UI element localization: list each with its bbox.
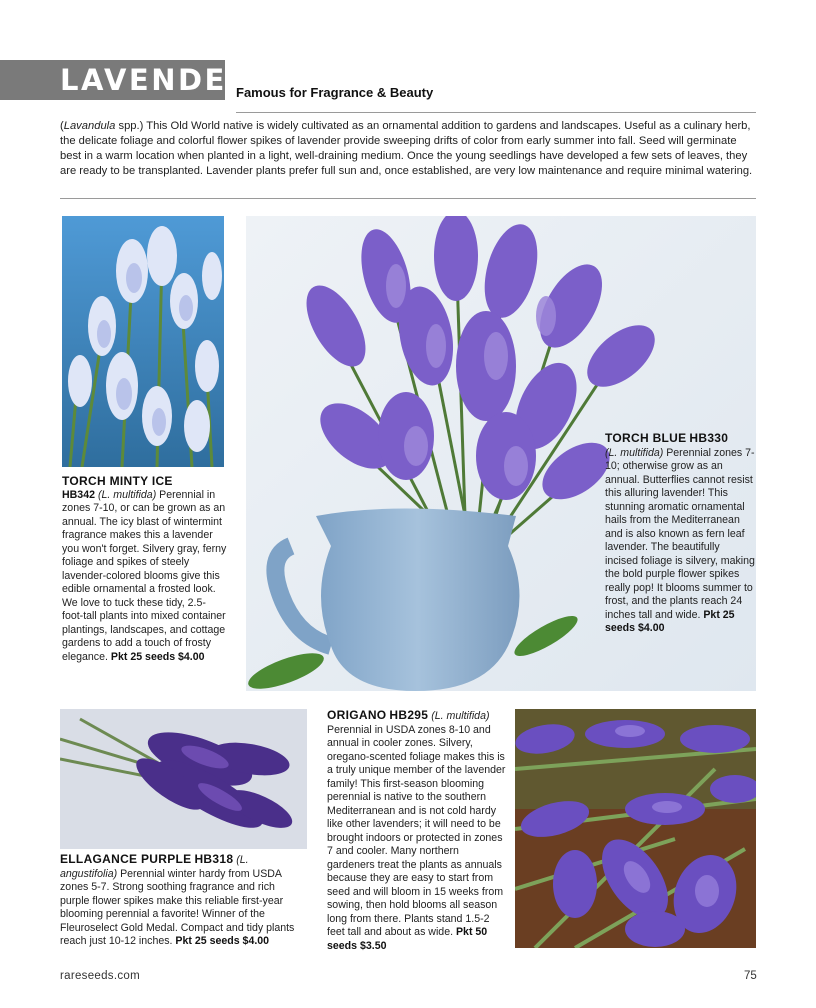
intro-text: spp.) This Old World native is widely cultivated as an ornamental addition to gardens and landscapes. Useful as a culinary herb, the delicate foliage and colorful flower spikes of lavender provide sweeping drifts of color from early summer into fall. Seed will germinate best in a warm location when planted in a light, well-draining medium. Once the young seedlings have developed a few sets of leaves, they are ready to be transplanted. Lavender plants prefer full sun and, once established, are very low maintenance and require minimal watering. — [60, 120, 753, 177]
intro-divider — [60, 198, 756, 199]
product-latin: (L. multifida) — [605, 446, 664, 459]
ellagance-purple-photo — [60, 709, 307, 849]
product-latin: (L. multifida) — [431, 710, 490, 722]
product-name: ELLAGANCE PURPLE — [60, 852, 192, 866]
product-description: Perennial zones 7-10; otherwise grow as an annual. Butterflies cannot resist this alluring lavender! This stunning aromatic ornamental hails from the Mediterranean and is also known as fern leaf lavender. The beautifully incised foliage is silvery, making the bold purple flower spikes really pop! It blooms summer to frost, and the plants reach 24 inches tall and wide. — [605, 446, 755, 621]
product-code: HB295 — [389, 708, 429, 722]
product-ellagance-purple — [60, 853, 305, 949]
footer-website: rareseeds.com — [60, 970, 140, 982]
product-price: Pkt 25 seeds $4.00 — [110, 650, 205, 663]
product-description: Perennial winter hardy from USDA zones 5-7. Strong soothing fragrance and rich purple flower spikes make this reliable first-year blooming perennial a favorite! Winner of the Fleuroselect Gold Medal. Compact and tidy plants reach just 10-12 inches. — [60, 867, 295, 947]
product-code: HB318 — [194, 852, 234, 866]
product-code: HB342 — [62, 488, 95, 501]
product-torch-blue — [605, 432, 755, 636]
product-description: Perennial in zones 7-10, or can be grown as an annual. The icy blast of wintermint fragrance makes this a lavender you won't forget. Silvery gray, ferny foliage and spikes of steely lavender-colored blooms give this edible ornamental a frosted look. We love to tuck these tidy, 2.5-foot-tall plants into mixed container plantings, landscapes, and cottage gardens to add a touch of frosty elegance. — [62, 488, 227, 663]
product-price: Pkt 25 seeds $4.00 — [605, 608, 735, 634]
origano-photo — [515, 709, 756, 948]
page-subtitle: Famous for Fragrance & Beauty — [236, 85, 434, 100]
product-description: Perennial in USDA zones 8-10 and annual in cooler zones. Silvery, oregano-scented foliage makes this is a truly unique member of the lavender family! This first-season blooming perennial is native to the southern Mediterranean and is not cold hardy like other lavenders; it will need to be brought indoors or protected in zones 7 and cooler. Many northern gardeners treat the plants as annuals because they are easy to start from seed and will bloom in 15 weeks from sowing, then hold blooms all season long from there. Plants stand 1.5-2 feet tall and about as wide. — [327, 723, 506, 938]
product-name: ORIGANO — [327, 708, 387, 722]
product-code: HB330 — [689, 431, 729, 445]
product-price: Pkt 50 seeds $3.50 — [327, 926, 488, 952]
minty-ice-photo — [62, 216, 224, 467]
product-origano — [327, 709, 509, 953]
product-name: TORCH MINTY ICE — [62, 474, 173, 488]
product-latin: (L. angustifolia) — [60, 854, 249, 880]
product-torch-minty-ice — [62, 475, 227, 664]
header-divider — [236, 112, 756, 113]
page-number: 75 — [744, 970, 757, 982]
product-price: Pkt 25 seeds $4.00 — [175, 935, 270, 947]
product-name: TORCH BLUE — [605, 431, 687, 445]
intro-paragraph: (Lavandula spp.) This Old World native is widely cultivated as an ornamental addition to gardens and landscapes. Useful as a culinary herb, the delicate foliage and colorful flower spikes of lavender provide sweeping drifts of color from early summer into fall. Seed will germinate best in a warm location when planted in a light, well-draining medium. Once the young seedlings have developed a few sets of leaves, they are ready to be transplanted. Lavender plants prefer full sun and, once established, are very low maintenance and require minimal watering. — [60, 120, 753, 177]
product-latin: (L. multifida) — [97, 488, 157, 501]
page-title: LAVENDER — [60, 63, 252, 97]
intro-latin: Lavandula — [63, 120, 116, 132]
